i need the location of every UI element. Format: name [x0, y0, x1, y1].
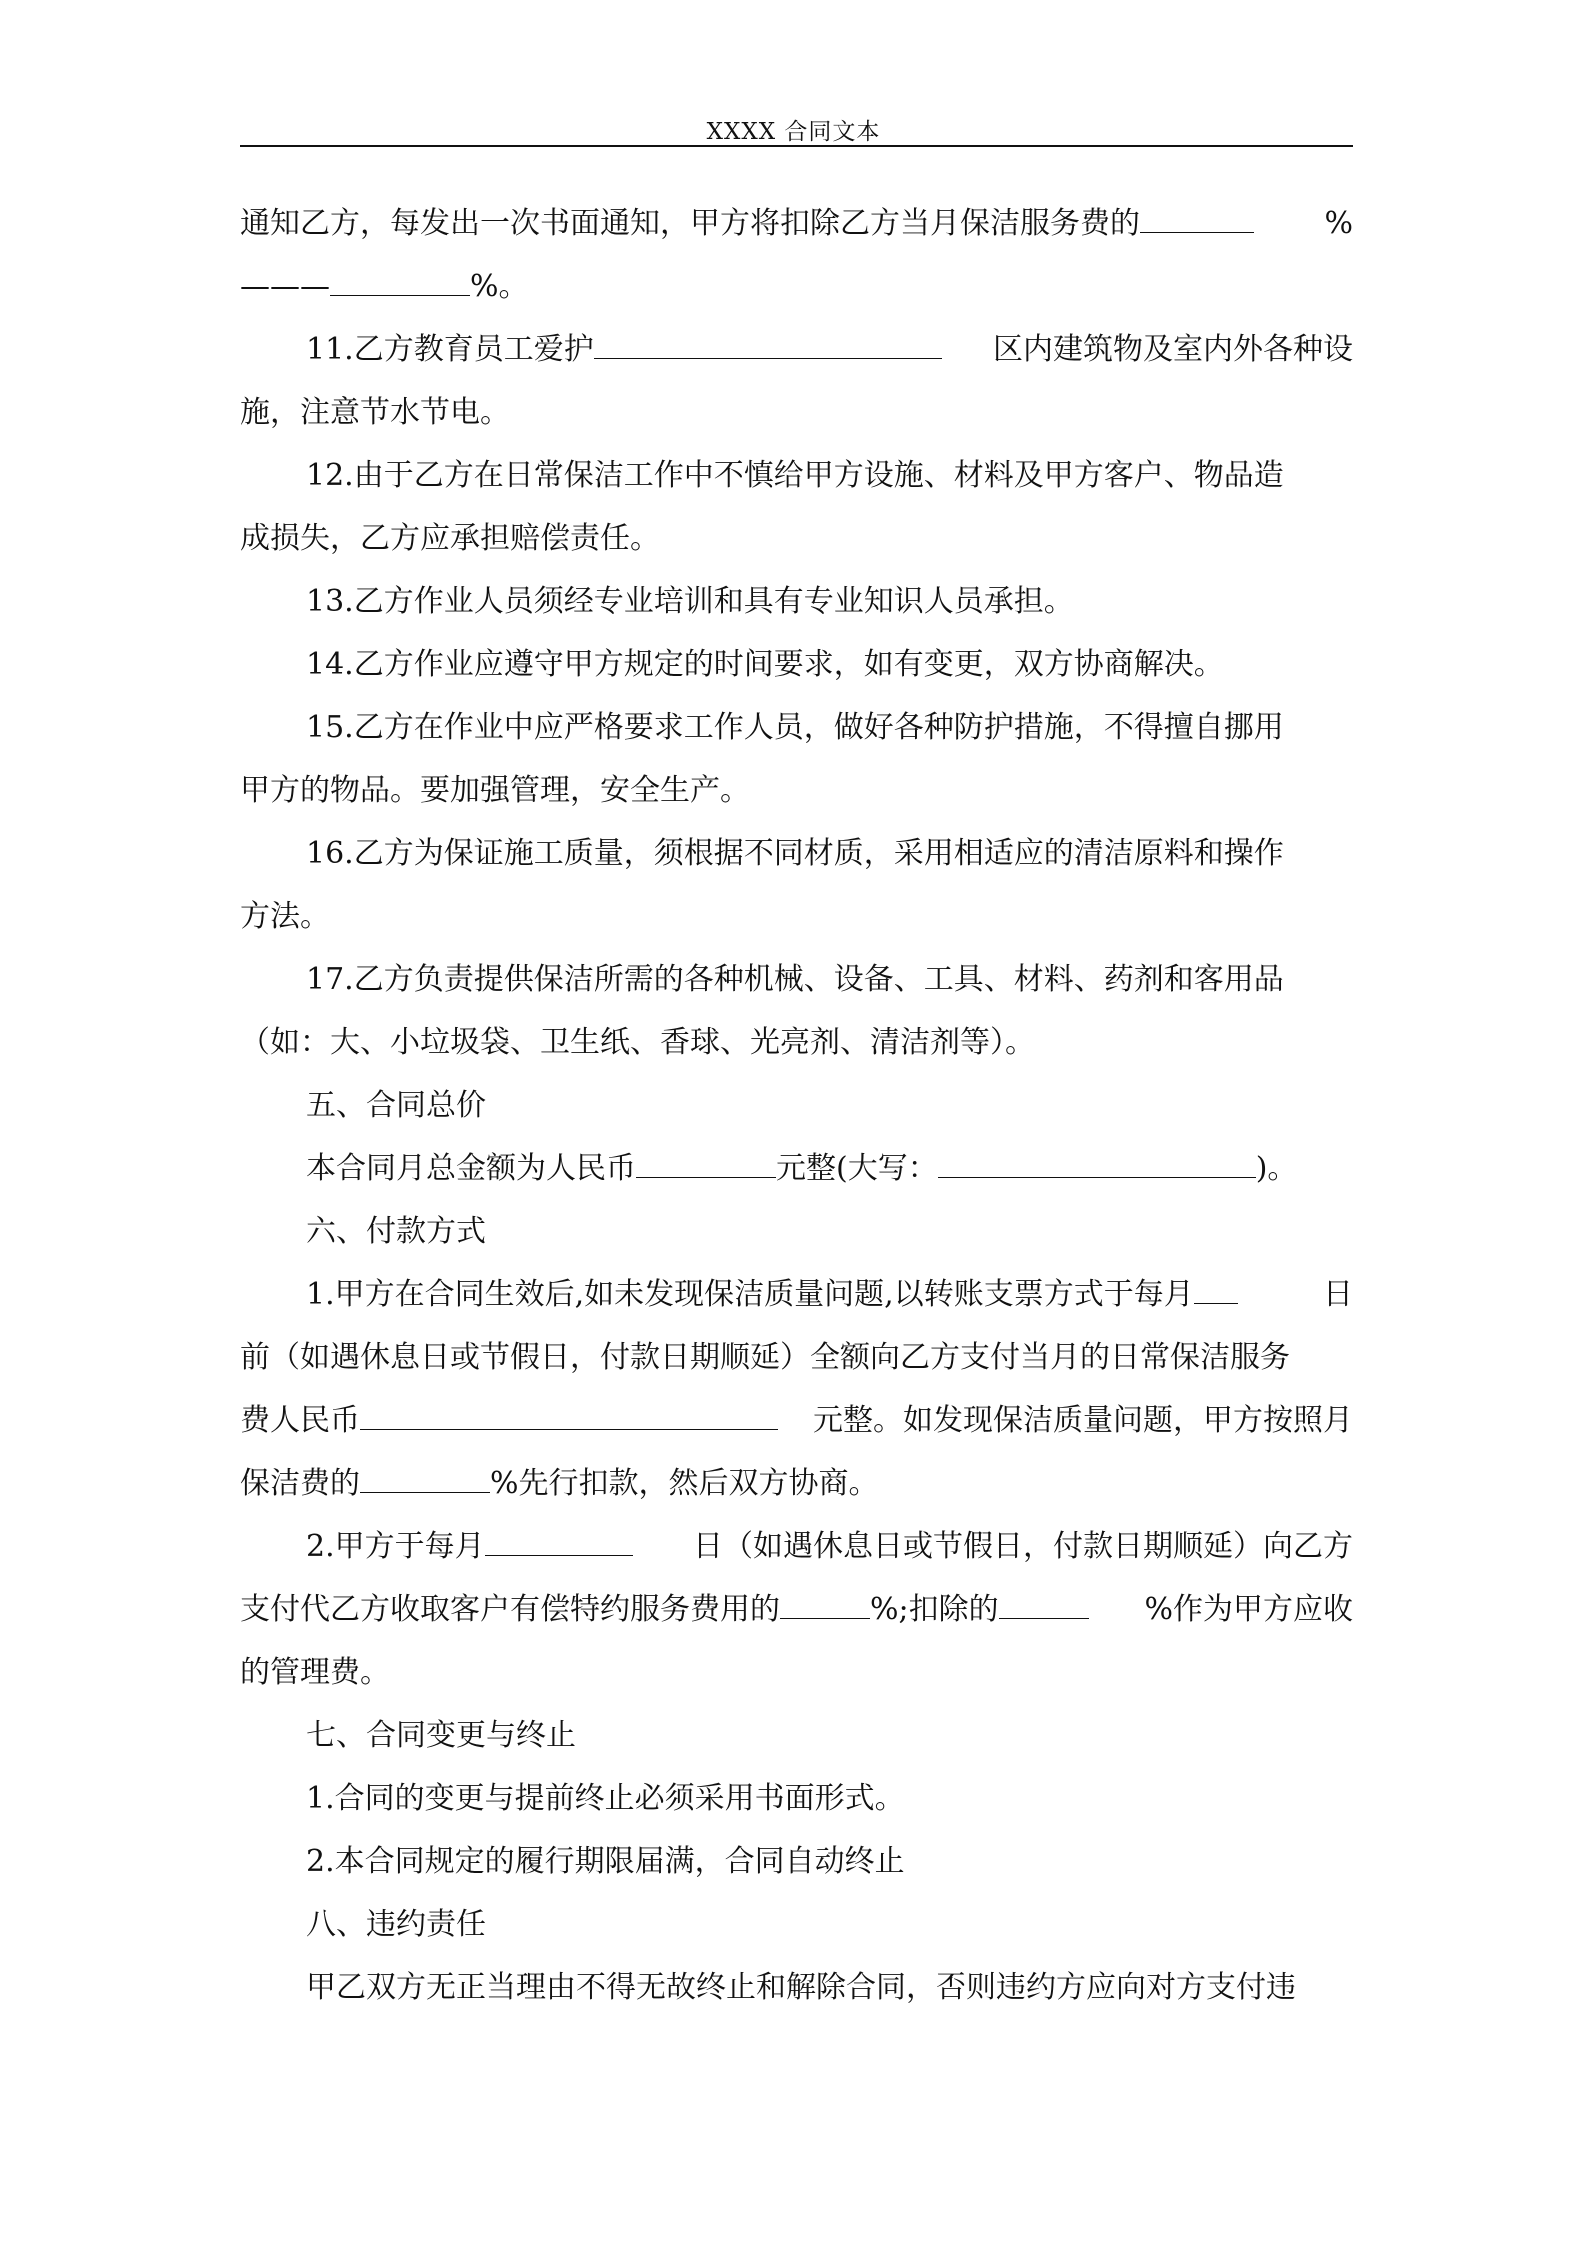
total-price-line — [240, 1149, 1353, 1189]
line-text: 2.本合同规定的履行期限届满，合同自动终止 — [306, 1844, 905, 1879]
line-text: 施，注意节水节电。 — [240, 395, 510, 430]
page-header-title: XXXX 合同文本 — [706, 119, 881, 145]
body-line-2 — [240, 267, 1353, 307]
line-text: 的管理费。 — [240, 1655, 390, 1690]
fill-blank-percent[interactable] — [1140, 205, 1254, 233]
fill-blank-amount[interactable] — [360, 1402, 778, 1430]
line-text: （如：大、小垃圾袋、卫生纸、香球、光亮剂、清洁剂等）。 — [240, 1025, 1035, 1060]
line-text: 1.甲方在合同生效后,如未发现保洁质量问题,以转账支票方式于每月 — [306, 1277, 1194, 1312]
section-heading-payment — [240, 1212, 1353, 1252]
line-text: %先行扣款，然后双方协商。 — [490, 1466, 879, 1501]
line-text: 通知乙方，每发出一次书面通知，甲方将扣除乙方当月保洁服务费的 — [240, 206, 1140, 241]
fill-blank-percent[interactable] — [999, 1591, 1089, 1619]
clause-13-line — [240, 582, 1353, 622]
fill-blank-day[interactable] — [1194, 1276, 1238, 1304]
section-heading: 八、违约责任 — [306, 1907, 486, 1942]
section-heading-change-termination — [240, 1716, 1353, 1756]
change-2-line — [240, 1842, 1353, 1882]
line-text: 元整。如发现保洁质量问题，甲方按照月 — [813, 1403, 1353, 1438]
line-text: 16.乙方为保证施工质量，须根据不同材质，采用相适应的清洁原料和操作 — [306, 836, 1284, 871]
payment-1-line-3 — [240, 1401, 1353, 1441]
line-text: 11.乙方教育员工爱护 — [306, 332, 594, 367]
section-heading: 五、合同总价 — [306, 1088, 486, 1123]
clause-15-line-1 — [240, 708, 1353, 748]
line-text: 15.乙方在作业中应严格要求工作人员，做好各种防护措施，不得擅自挪用 — [306, 710, 1284, 745]
line-text: 日 — [1323, 1277, 1353, 1312]
section-heading: 七、合同变更与终止 — [306, 1718, 576, 1753]
line-text: 17.乙方负责提供保洁所需的各种机械、设备、工具、材料、药剂和客用品 — [306, 962, 1284, 997]
line-text: 13.乙方作业人员须经专业培训和具有专业知识人员承担。 — [306, 584, 1074, 619]
line-text: 2.甲方于每月 — [306, 1529, 485, 1564]
fill-blank-amount[interactable] — [636, 1150, 776, 1178]
fill-blank-percent[interactable] — [330, 268, 470, 296]
payment-2-line-3 — [240, 1653, 1353, 1693]
fill-blank-percent[interactable] — [780, 1591, 870, 1619]
line-text: 区内建筑物及室内外各种设 — [993, 332, 1353, 367]
payment-2-line-1 — [240, 1527, 1353, 1567]
line-text: )。 — [1255, 1151, 1298, 1186]
body-line-1 — [240, 204, 1353, 244]
line-text: 成损失，乙方应承担赔偿责任。 — [240, 521, 660, 556]
line-text: 前（如遇休息日或节假日，付款日期顺延）全额向乙方支付当月的日常保洁服务 — [240, 1340, 1290, 1375]
change-1-line — [240, 1779, 1353, 1819]
clause-16-line-1 — [240, 834, 1353, 874]
line-text: ——— — [240, 269, 330, 304]
line-text: 14.乙方作业应遵守甲方规定的时间要求，如有变更，双方协商解决。 — [306, 647, 1224, 682]
payment-1-line-4 — [240, 1464, 1353, 1504]
breach-line-1 — [240, 1968, 1353, 2008]
clause-17-line-2 — [240, 1023, 1353, 1063]
line-text: 甲方的物品。要加强管理，安全生产。 — [240, 773, 750, 808]
line-text: 支付代乙方收取客户有偿特约服务费用的 — [240, 1592, 780, 1627]
payment-2-line-2 — [240, 1590, 1353, 1630]
payment-1-line-1 — [240, 1275, 1353, 1315]
clause-12-line-2 — [240, 519, 1353, 559]
clause-16-line-2 — [240, 897, 1353, 937]
fill-blank-day[interactable] — [485, 1528, 633, 1556]
header-divider — [240, 145, 1353, 147]
clause-11-line-2 — [240, 393, 1353, 433]
clause-17-line-1 — [240, 960, 1353, 1000]
line-text: %。 — [470, 269, 529, 304]
clause-15-line-2 — [240, 771, 1353, 811]
line-text: 甲乙双方无正当理由不得无故终止和解除合同，否则违约方应向对方支付违 — [306, 1970, 1296, 2005]
clause-14-line — [240, 645, 1353, 685]
line-text: % — [1324, 206, 1353, 241]
fill-blank-percent[interactable] — [360, 1465, 490, 1493]
clause-11-line-1 — [240, 330, 1353, 370]
line-text: 费人民币 — [240, 1403, 360, 1438]
line-text: 日（如遇休息日或节假日，付款日期顺延）向乙方 — [693, 1529, 1353, 1564]
line-text: %;扣除的 — [870, 1592, 999, 1627]
line-text: %作为甲方应收 — [1144, 1592, 1353, 1627]
line-text: 元整(大写： — [776, 1151, 938, 1186]
payment-1-line-2 — [240, 1338, 1353, 1378]
fill-blank-amount-uppercase[interactable] — [938, 1150, 1256, 1178]
section-heading-total-price — [240, 1086, 1353, 1126]
section-heading-breach — [240, 1905, 1353, 1945]
clause-12-line-1 — [240, 456, 1353, 496]
line-text: 本合同月总金额为人民币 — [306, 1151, 636, 1186]
line-text: 方法。 — [240, 899, 330, 934]
line-text: 12.由于乙方在日常保洁工作中不慎给甲方设施、材料及甲方客户、物品造 — [306, 458, 1284, 493]
line-text: 1.合同的变更与提前终止必须采用书面形式。 — [306, 1781, 905, 1816]
fill-blank-area[interactable] — [594, 331, 942, 359]
section-heading: 六、付款方式 — [306, 1214, 486, 1249]
line-text: 保洁费的 — [240, 1466, 360, 1501]
